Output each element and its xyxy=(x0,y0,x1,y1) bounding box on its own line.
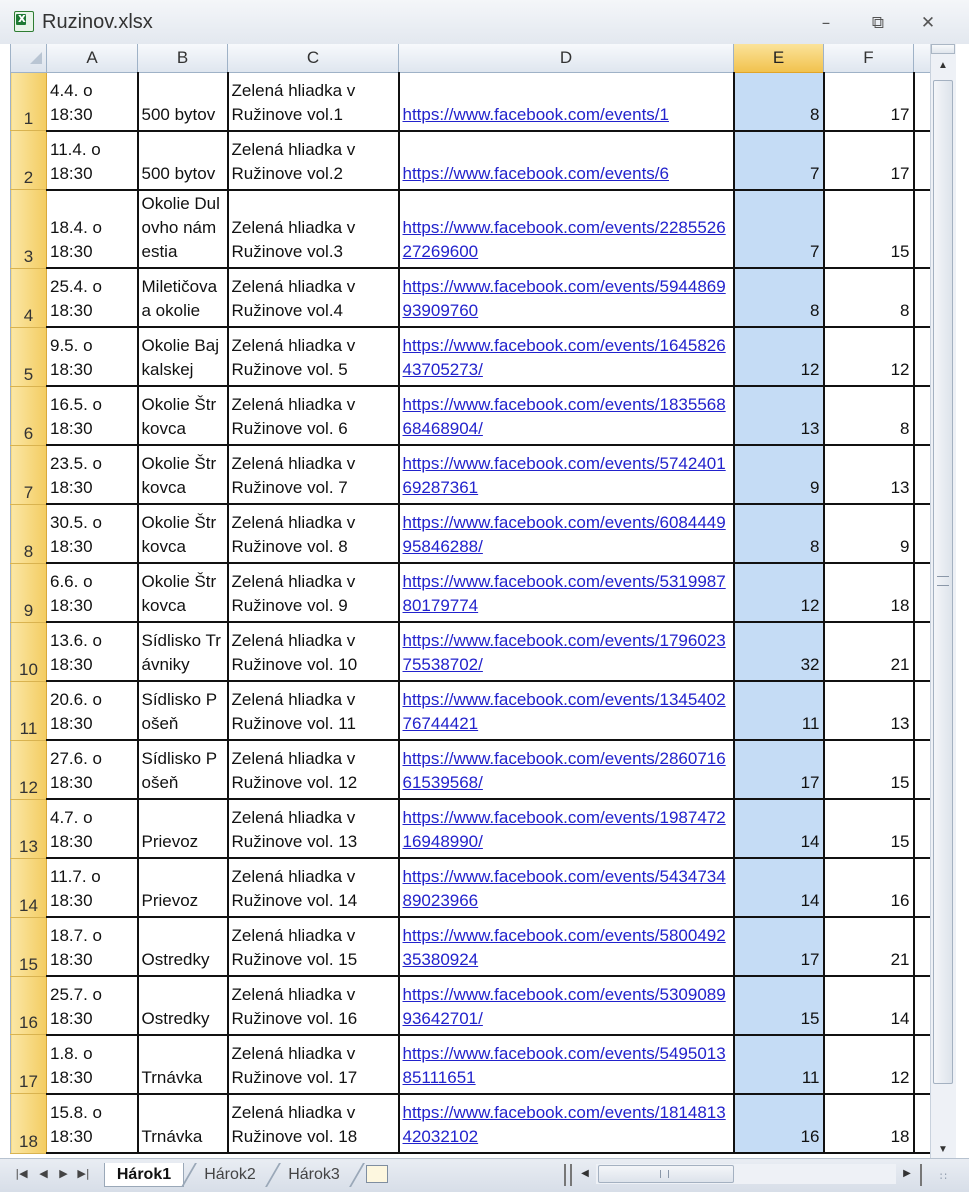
resize-grip-icon[interactable]: ∷ xyxy=(940,1171,947,1183)
cell-d[interactable] xyxy=(399,268,734,327)
cell-c[interactable]: Zelená hliadka v Ružinove vol.4 xyxy=(228,268,399,327)
cell-c[interactable]: Zelená hliadka v Ružinove vol. 14 xyxy=(228,858,399,917)
row-header[interactable]: 7 xyxy=(11,445,47,504)
cell-a[interactable]: 20.6. o 18:30 xyxy=(47,681,138,740)
cell-f[interactable]: 15 xyxy=(824,799,914,858)
horizontal-split-box[interactable] xyxy=(920,1164,928,1186)
restore-icon: ⧉ xyxy=(871,13,885,33)
cell-d[interactable] xyxy=(399,190,734,268)
cell-g[interactable] xyxy=(914,1094,931,1153)
column-header-row xyxy=(11,44,931,72)
cell-f[interactable]: 21 xyxy=(824,917,914,976)
cell-b[interactable]: Okolie Štrkovca xyxy=(138,563,228,622)
cell-g[interactable] xyxy=(914,622,931,681)
cell-d[interactable] xyxy=(399,1035,734,1094)
sheet-tab-harok3[interactable]: Hárok3 xyxy=(288,1166,340,1183)
cell-d[interactable] xyxy=(399,386,734,445)
hyperlink[interactable]: https://www.facebook.com/events/179602375538702/ xyxy=(402,631,726,675)
row-header[interactable]: 4 xyxy=(11,268,47,327)
cell-g[interactable] xyxy=(914,917,931,976)
table-row xyxy=(11,622,931,681)
table-row xyxy=(11,740,931,799)
cell-e[interactable]: 12 xyxy=(734,327,824,386)
table-row xyxy=(11,799,931,858)
cell-e[interactable]: 14 xyxy=(734,858,824,917)
cell-d[interactable] xyxy=(399,563,734,622)
last-sheet-icon[interactable]: ▶| xyxy=(77,1167,90,1180)
cell-d[interactable] xyxy=(399,917,734,976)
scroll-up-arrow-icon[interactable]: ▲ xyxy=(938,60,948,71)
scroll-right-arrow-icon[interactable]: ▶ xyxy=(903,1168,911,1179)
hyperlink[interactable]: https://www.facebook.com/events/286071661539568/ xyxy=(402,749,726,793)
table-row xyxy=(11,504,931,563)
cell-b[interactable]: Okolie Štrkovca xyxy=(138,445,228,504)
minimize-button[interactable] xyxy=(808,10,844,36)
cell-e[interactable]: 17 xyxy=(734,917,824,976)
cell-b[interactable]: Prievoz xyxy=(138,799,228,858)
hyperlink[interactable]: https://www.facebook.com/events/164582643705273/ xyxy=(402,336,726,380)
hyperlink[interactable]: https://www.facebook.com/events/580049235380924 xyxy=(402,926,726,969)
hyperlink[interactable]: https://www.facebook.com/events/198747216948990/ xyxy=(402,808,726,852)
cell-c[interactable]: Zelená hliadka v Ružinove vol. 15 xyxy=(228,917,399,976)
cell-f[interactable]: 13 xyxy=(824,681,914,740)
row-header[interactable]: 9 xyxy=(11,563,47,622)
cell-f[interactable]: 12 xyxy=(824,327,914,386)
cell-f[interactable]: 15 xyxy=(824,740,914,799)
cell-g[interactable] xyxy=(914,858,931,917)
cell-d[interactable] xyxy=(399,327,734,386)
column-header-b[interactable]: B xyxy=(138,44,228,72)
row-header[interactable]: 17 xyxy=(11,1035,47,1094)
cell-b[interactable]: 500 bytov xyxy=(138,72,228,131)
hyperlink[interactable]: https://www.facebook.com/events/574240169287361 xyxy=(402,454,726,498)
cell-e[interactable]: 11 xyxy=(734,1035,824,1094)
row-header[interactable]: 2 xyxy=(11,131,47,190)
row-header[interactable]: 15 xyxy=(11,917,47,976)
close-icon: ✕ xyxy=(920,13,936,33)
hyperlink[interactable]: https://www.facebook.com/events/531998780179774 xyxy=(402,572,726,616)
table-row xyxy=(11,681,931,740)
cell-c[interactable]: Zelená hliadka v Ružinove vol. 13 xyxy=(228,799,399,858)
cell-b[interactable]: Okolie Dulovho námestia xyxy=(138,190,228,268)
hyperlink[interactable]: https://www.facebook.com/events/6 xyxy=(402,163,669,183)
cell-a[interactable]: 15.8. o 18:30 xyxy=(47,1094,138,1153)
close-button[interactable] xyxy=(910,10,946,36)
cell-b[interactable]: Okolie Štrkovca xyxy=(138,386,228,445)
spreadsheet-grid[interactable] xyxy=(10,44,931,1154)
cell-e[interactable]: 16 xyxy=(734,1094,824,1153)
column-header-a[interactable]: A xyxy=(47,44,138,72)
cell-g[interactable] xyxy=(914,976,931,1035)
cell-b[interactable]: 500 bytov xyxy=(138,131,228,190)
cell-a[interactable]: 30.5. o 18:30 xyxy=(47,504,138,563)
cell-b[interactable]: Sídlisko Trávniky xyxy=(138,622,228,681)
cell-c[interactable]: Zelená hliadka v Ružinove vol. 5 xyxy=(228,327,399,386)
cell-e[interactable]: 7 xyxy=(734,131,824,190)
cell-d[interactable] xyxy=(399,799,734,858)
cell-b[interactable]: Prievoz xyxy=(138,858,228,917)
minimize-icon: – xyxy=(821,13,831,33)
restore-button[interactable] xyxy=(860,10,896,36)
cell-c[interactable]: Zelená hliadka v Ružinove vol. 10 xyxy=(228,622,399,681)
cell-e[interactable]: 7 xyxy=(734,190,824,268)
sheet-tab-harok1[interactable]: Hárok1 xyxy=(104,1163,184,1187)
cell-f[interactable]: 14 xyxy=(824,976,914,1035)
cell-d[interactable] xyxy=(399,504,734,563)
cell-a[interactable]: 11.4. o 18:30 xyxy=(47,131,138,190)
column-header-f[interactable]: F xyxy=(824,44,914,72)
cell-d[interactable] xyxy=(399,858,734,917)
cell-g[interactable] xyxy=(914,72,931,131)
cell-f[interactable]: 17 xyxy=(824,72,914,131)
cell-a[interactable]: 23.5. o 18:30 xyxy=(47,445,138,504)
cell-b[interactable]: Okolie Štrkovca xyxy=(138,504,228,563)
cell-f[interactable]: 8 xyxy=(824,268,914,327)
cell-g[interactable] xyxy=(914,681,931,740)
cell-d[interactable] xyxy=(399,681,734,740)
cell-a[interactable]: 18.4. o 18:30 xyxy=(47,190,138,268)
cell-e[interactable]: 11 xyxy=(734,681,824,740)
insert-sheet-icon[interactable] xyxy=(366,1165,388,1183)
row-header[interactable]: 10 xyxy=(11,622,47,681)
cell-c[interactable]: Zelená hliadka v Ružinove vol. 8 xyxy=(228,504,399,563)
cell-f[interactable]: 17 xyxy=(824,131,914,190)
cell-d[interactable] xyxy=(399,72,734,131)
table-row xyxy=(11,1035,931,1094)
window-title: Ruzinov.xlsx xyxy=(42,11,153,33)
cell-g[interactable] xyxy=(914,190,931,268)
row-header[interactable]: 11 xyxy=(11,681,47,740)
row-header[interactable]: 13 xyxy=(11,799,47,858)
hyperlink[interactable]: https://www.facebook.com/events/608444995846288/ xyxy=(402,513,726,557)
cell-e[interactable]: 12 xyxy=(734,563,824,622)
hyperlink[interactable]: https://www.facebook.com/events/228552627269600 xyxy=(402,218,726,262)
cell-f[interactable]: 12 xyxy=(824,1035,914,1094)
cell-b[interactable]: Okolie Bajkalskej xyxy=(138,327,228,386)
cell-c[interactable]: Zelená hliadka v Ružinove vol.3 xyxy=(228,190,399,268)
cell-a[interactable]: 27.6. o 18:30 xyxy=(47,740,138,799)
cell-c[interactable]: Zelená hliadka v Ružinove vol. 18 xyxy=(228,1094,399,1153)
cell-a[interactable]: 25.7. o 18:30 xyxy=(47,976,138,1035)
cell-g[interactable] xyxy=(914,327,931,386)
scroll-down-arrow-icon[interactable]: ▼ xyxy=(938,1144,948,1155)
table-row xyxy=(11,858,931,917)
cell-a[interactable]: 4.7. o 18:30 xyxy=(47,799,138,858)
cell-d[interactable] xyxy=(399,1094,734,1153)
cell-f[interactable]: 13 xyxy=(824,445,914,504)
cell-a[interactable]: 6.6. o 18:30 xyxy=(47,563,138,622)
excel-file-icon xyxy=(14,11,34,32)
cell-a[interactable]: 25.4. o 18:30 xyxy=(47,268,138,327)
table-row xyxy=(11,268,931,327)
cell-e[interactable]: 15 xyxy=(734,976,824,1035)
cell-e[interactable]: 8 xyxy=(734,72,824,131)
cell-b[interactable]: Sídlisko Pošeň xyxy=(138,681,228,740)
table-row xyxy=(11,386,931,445)
cell-a[interactable]: 9.5. o 18:30 xyxy=(47,327,138,386)
hyperlink[interactable]: https://www.facebook.com/events/594486993909760 xyxy=(402,277,726,321)
grid-body xyxy=(11,72,931,1153)
cell-b[interactable]: Trnávka xyxy=(138,1094,228,1153)
cell-e[interactable]: 8 xyxy=(734,268,824,327)
previous-sheet-icon[interactable]: ◀ xyxy=(39,1167,48,1180)
cell-d[interactable] xyxy=(399,976,734,1035)
table-row xyxy=(11,1094,931,1153)
title-bar xyxy=(0,0,969,44)
cell-d[interactable] xyxy=(399,740,734,799)
next-sheet-icon[interactable]: ▶ xyxy=(59,1167,68,1180)
table-row xyxy=(11,563,931,622)
cell-b[interactable]: Sídlisko Pošeň xyxy=(138,740,228,799)
cell-b[interactable]: Ostredky xyxy=(138,917,228,976)
cell-g[interactable] xyxy=(914,131,931,190)
table-row xyxy=(11,190,931,268)
hyperlink[interactable]: https://www.facebook.com/events/530908993642701/ xyxy=(402,984,726,1028)
cell-g[interactable] xyxy=(914,799,931,858)
row-header[interactable]: 5 xyxy=(11,327,47,386)
cell-c[interactable]: Zelená hliadka v Ružinove vol.1 xyxy=(228,72,399,131)
cell-c[interactable]: Zelená hliadka v Ružinove vol. 7 xyxy=(228,445,399,504)
cell-d[interactable] xyxy=(399,622,734,681)
cell-e[interactable]: 9 xyxy=(734,445,824,504)
hyperlink[interactable]: https://www.facebook.com/events/134540276744421 xyxy=(402,690,726,734)
scroll-thumb-grip-icon xyxy=(937,576,949,586)
first-sheet-icon[interactable]: |◀ xyxy=(15,1167,28,1180)
cell-e[interactable]: 8 xyxy=(734,504,824,563)
cell-g[interactable] xyxy=(914,1035,931,1094)
cell-g[interactable] xyxy=(914,386,931,445)
cell-f[interactable]: 21 xyxy=(824,622,914,681)
column-header-g[interactable] xyxy=(914,44,931,72)
row-header[interactable]: 14 xyxy=(11,858,47,917)
table-row xyxy=(11,445,931,504)
cell-d[interactable] xyxy=(399,445,734,504)
cell-c[interactable]: Zelená hliadka v Ružinove vol. 11 xyxy=(228,681,399,740)
cell-e[interactable]: 13 xyxy=(734,386,824,445)
cell-c[interactable]: Zelená hliadka v Ružinove vol. 6 xyxy=(228,386,399,445)
cell-e[interactable]: 32 xyxy=(734,622,824,681)
cell-c[interactable]: Zelená hliadka v Ružinove vol. 17 xyxy=(228,1035,399,1094)
row-header[interactable]: 1 xyxy=(11,72,47,131)
hyperlink[interactable]: https://www.facebook.com/events/183556868468904/ xyxy=(402,395,726,439)
sheet-tab-harok2[interactable]: Hárok2 xyxy=(204,1166,256,1183)
h-scroll-thumb-grip-icon xyxy=(660,1170,669,1178)
cell-f[interactable]: 15 xyxy=(824,190,914,268)
cell-c[interactable]: Zelená hliadka v Ružinove vol.2 xyxy=(228,131,399,190)
cell-a[interactable]: 16.5. o 18:30 xyxy=(47,386,138,445)
cell-c[interactable]: Zelená hliadka v Ružinove vol. 16 xyxy=(228,976,399,1035)
cell-b[interactable]: Miletičova a okolie xyxy=(138,268,228,327)
cell-g[interactable] xyxy=(914,563,931,622)
table-row xyxy=(11,131,931,190)
cell-b[interactable]: Ostredky xyxy=(138,976,228,1035)
select-all-corner[interactable] xyxy=(11,44,47,72)
cell-c[interactable]: Zelená hliadka v Ružinove vol. 12 xyxy=(228,740,399,799)
vertical-split-box[interactable] xyxy=(931,44,955,54)
cell-g[interactable] xyxy=(914,268,931,327)
cell-c[interactable]: Zelená hliadka v Ružinove vol. 9 xyxy=(228,563,399,622)
cell-a[interactable]: 1.8. o 18:30 xyxy=(47,1035,138,1094)
column-header-d[interactable]: D xyxy=(399,44,734,72)
cell-e[interactable]: 17 xyxy=(734,740,824,799)
hyperlink[interactable]: https://www.facebook.com/events/1 xyxy=(402,104,669,124)
cell-f[interactable]: 18 xyxy=(824,1094,914,1153)
cell-e[interactable]: 14 xyxy=(734,799,824,858)
cell-f[interactable]: 8 xyxy=(824,386,914,445)
cell-g[interactable] xyxy=(914,504,931,563)
table-row xyxy=(11,327,931,386)
cell-a[interactable]: 4.4. o 18:30 xyxy=(47,72,138,131)
cell-a[interactable]: 11.7. o 18:30 xyxy=(47,858,138,917)
cell-g[interactable] xyxy=(914,445,931,504)
row-header[interactable]: 3 xyxy=(11,190,47,268)
cell-b[interactable]: Trnávka xyxy=(138,1035,228,1094)
row-header[interactable]: 16 xyxy=(11,976,47,1035)
table-row xyxy=(11,917,931,976)
cell-f[interactable]: 18 xyxy=(824,563,914,622)
tab-split-handle[interactable] xyxy=(564,1164,572,1186)
row-header[interactable]: 6 xyxy=(11,386,47,445)
cell-f[interactable]: 16 xyxy=(824,858,914,917)
cell-a[interactable]: 13.6. o 18:30 xyxy=(47,622,138,681)
hyperlink[interactable]: https://www.facebook.com/events/181481342032102 xyxy=(402,1103,726,1146)
column-header-e[interactable]: E xyxy=(734,44,824,72)
row-header[interactable]: 12 xyxy=(11,740,47,799)
cell-f[interactable]: 9 xyxy=(824,504,914,563)
cell-a[interactable]: 18.7. o 18:30 xyxy=(47,917,138,976)
table-row xyxy=(11,976,931,1035)
scroll-left-arrow-icon[interactable]: ◀ xyxy=(581,1168,589,1179)
hyperlink[interactable]: https://www.facebook.com/events/543473489023966 xyxy=(402,867,726,911)
hyperlink[interactable]: https://www.facebook.com/events/549501385111651 xyxy=(402,1043,726,1087)
table-row xyxy=(11,72,931,131)
row-header[interactable]: 8 xyxy=(11,504,47,563)
cell-d[interactable] xyxy=(399,131,734,190)
column-header-c[interactable]: C xyxy=(228,44,399,72)
row-header[interactable]: 18 xyxy=(11,1094,47,1153)
cell-g[interactable] xyxy=(914,740,931,799)
